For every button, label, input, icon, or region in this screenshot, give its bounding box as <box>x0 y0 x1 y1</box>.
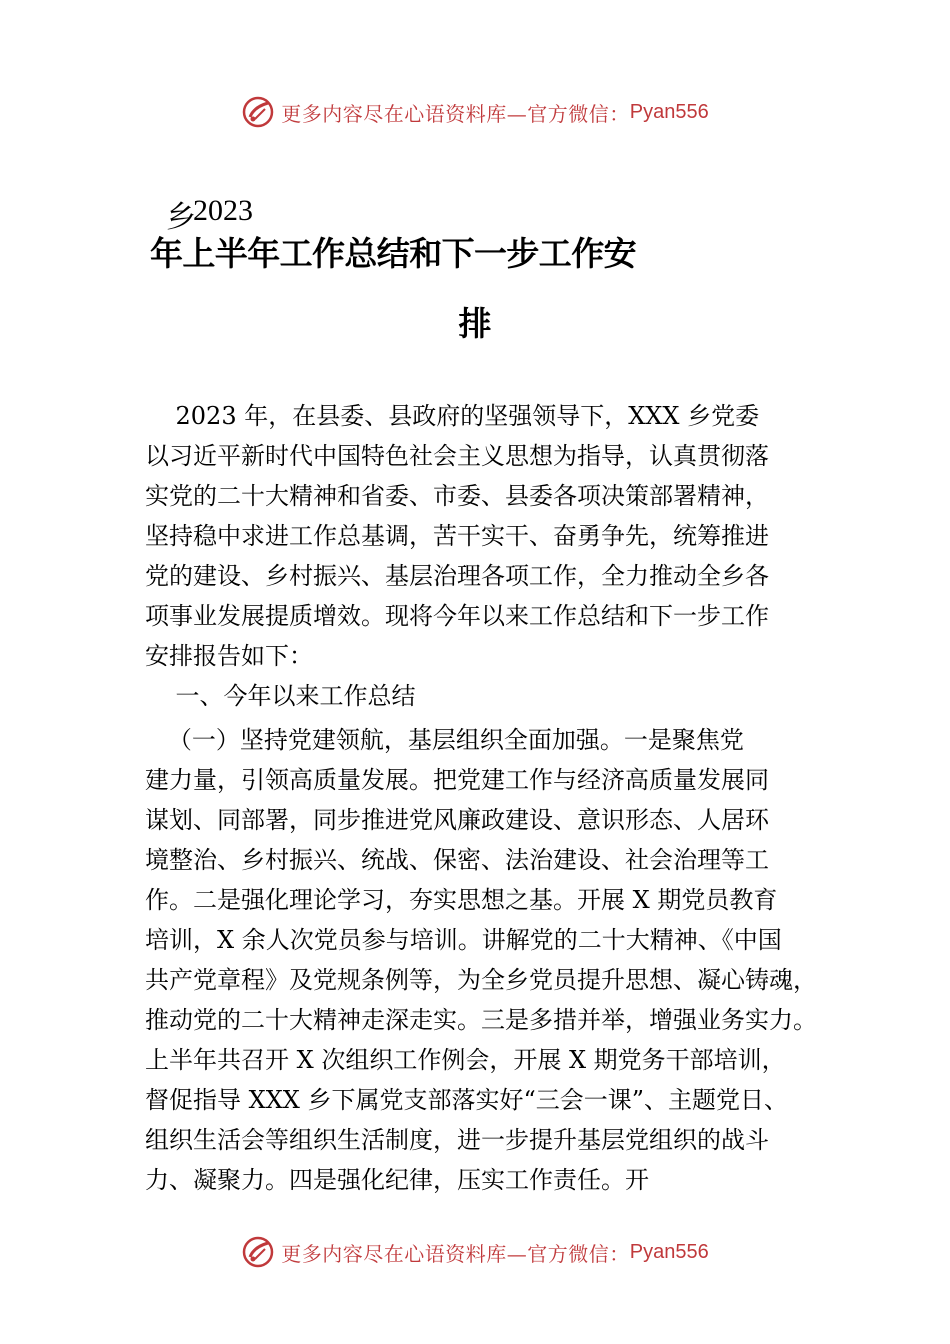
page-title: 年上半年工作总结和下一步工作安 <box>150 234 637 273</box>
body-line: 谋划、同部署，同步推进党风廉政建设、意识形态、人居环 <box>145 806 769 834</box>
watermark-text: 更多内容尽在心语资料库—官方微信： <box>281 101 630 126</box>
title-year: 2023 <box>193 194 253 227</box>
body-line: 坚持稳中求进工作总基调，苦干实干、奋勇争先，统筹推进 <box>145 522 769 550</box>
body-line: 建力量，引领高质量发展。把党建工作与经济高质量发展同 <box>145 766 769 794</box>
body-line: 实党的二十大精神和省委、市委、县委各项决策部署精神， <box>145 482 769 510</box>
body-line: 安排报告如下： <box>145 642 313 670</box>
body-line: 党的建设、乡村振兴、基层治理各项工作，全力推动全乡各 <box>145 562 769 590</box>
body-line: 共产党章程》及党规条例等，为全乡党员提升思想、凝心铸魂， <box>145 966 817 994</box>
body-line: 组织生活会等组织生活制度，进一步提升基层党组织的战斗 <box>145 1126 769 1154</box>
body-line: 上半年共召开 X 次组织工作例会，开展 X 期党务干部培训， <box>145 1046 786 1074</box>
body-line: 作。二是强化理论学习，夯实思想之基。开展 X 期党员教育 <box>145 886 778 914</box>
title-prefix: 乡 <box>166 200 196 235</box>
brush-logo-icon <box>241 1235 275 1269</box>
body-line: （一）坚持党建领航，基层组织全面加强。一是聚焦党 <box>145 726 744 754</box>
watermark-wechat-id: Pyan556 <box>629 100 709 123</box>
body-line: 境整治、乡村振兴、统战、保密、法治建设、社会治理等工 <box>145 846 769 874</box>
section-heading: 一、今年以来工作总结 <box>145 682 416 710</box>
header-watermark <box>0 92 950 132</box>
watermark-text: 更多内容尽在心语资料库—官方微信： <box>281 1241 630 1266</box>
body-line: 推动党的二十大精神走深走实。三是多措并举，增强业务实力。 <box>145 1006 817 1034</box>
body-line: 力、凝聚力。四是强化纪律，压实工作责任。开 <box>145 1166 649 1194</box>
body-line: 培训，X 余人次党员参与培训。讲解党的二十大精神、《中国 <box>145 926 782 954</box>
body-line: 2023 年，在县委、县政府的坚强领导下，XXX 乡党委 <box>145 402 760 430</box>
page-title-continued: 排 <box>458 304 492 343</box>
body-line: 督促指导 XXX 乡下属党支部落实好“三会一课”、主题党日、 <box>145 1086 789 1114</box>
footer-watermark <box>0 1232 950 1272</box>
brush-logo-icon <box>241 95 275 129</box>
body-line: 项事业发展提质增效。现将今年以来工作总结和下一步工作 <box>145 602 769 630</box>
body-line: 以习近平新时代中国特色社会主义思想为指导，认真贯彻落 <box>145 442 769 470</box>
watermark-wechat-id: Pyan556 <box>629 1240 709 1263</box>
